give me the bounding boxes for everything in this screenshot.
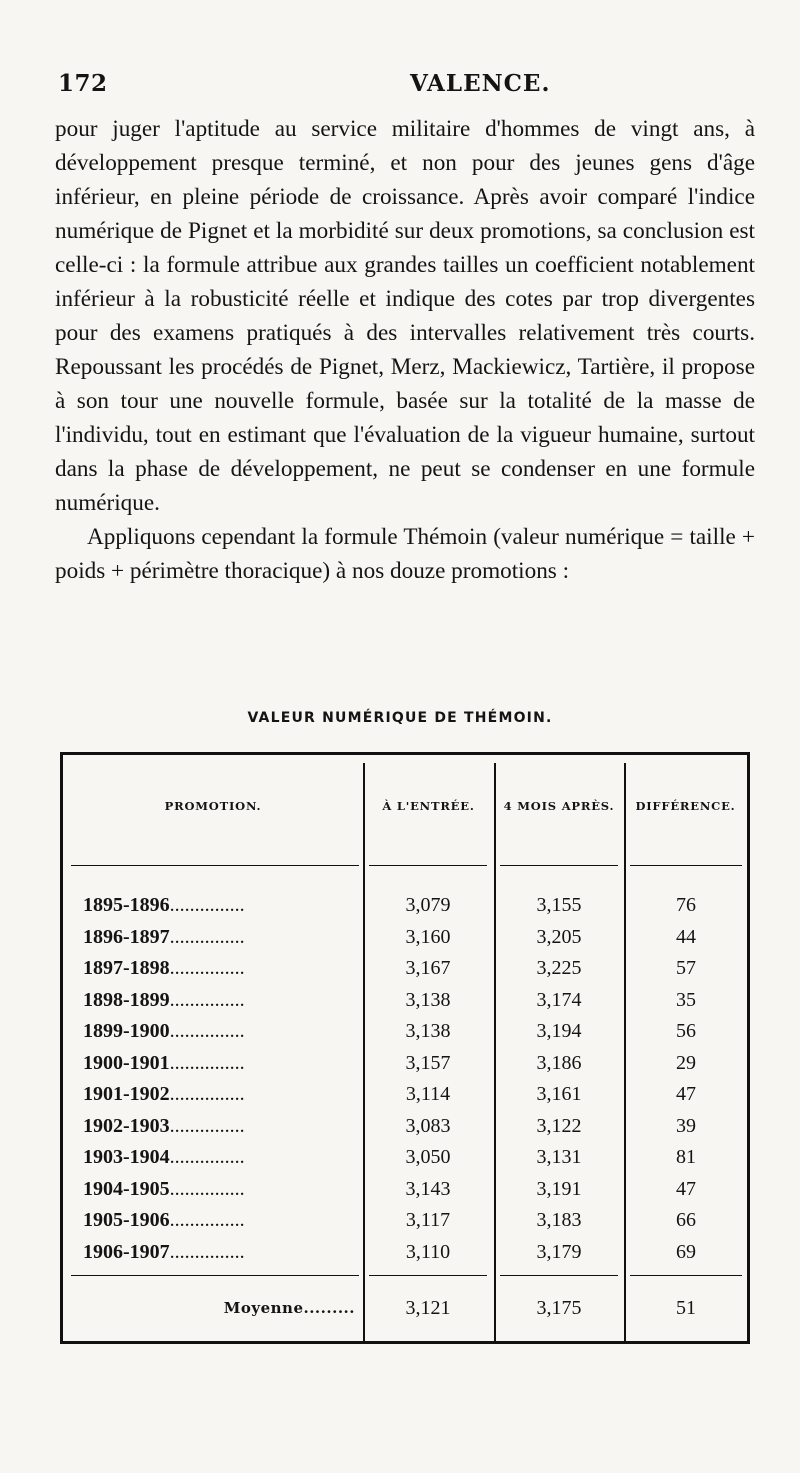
entree-cell: 3,160 bbox=[405, 925, 451, 948]
average-entree: 3,121 bbox=[405, 1297, 451, 1319]
entree-cell: 3,138 bbox=[405, 988, 451, 1011]
running-head: VALENCE. bbox=[410, 70, 551, 97]
promotion-cell bbox=[83, 922, 359, 954]
promotion-cell bbox=[83, 1111, 359, 1143]
average-row bbox=[63, 1293, 747, 1325]
difference-cell: 44 bbox=[676, 925, 696, 948]
header-entree: À L'ENTRÉE. bbox=[382, 799, 475, 813]
apres-cell: 3,174 bbox=[536, 988, 582, 1011]
table-row bbox=[63, 1205, 747, 1237]
table-row bbox=[63, 922, 747, 954]
apres-cell: 3,191 bbox=[536, 1177, 582, 1200]
average-rule bbox=[369, 1275, 487, 1276]
table-row bbox=[63, 1016, 747, 1048]
promotion-cell bbox=[83, 953, 359, 985]
apres-cell: 3,183 bbox=[536, 1209, 582, 1231]
leader-dots: ............... bbox=[169, 1051, 245, 1074]
average-rule bbox=[500, 1275, 618, 1276]
data-table bbox=[60, 752, 750, 1344]
paragraph: Appliquons cependant la formule Thémoin (valeur numérique = taille + poids + périmètre thoracique) à nos douze promotions : bbox=[55, 524, 755, 584]
leader-dots: ............... bbox=[169, 1020, 245, 1042]
promotion-cell bbox=[83, 890, 359, 922]
header-apres: 4 MOIS APRÈS. bbox=[503, 799, 615, 813]
table-row bbox=[63, 1111, 747, 1143]
table-title: VALEUR NUMÉRIQUE DE THÉMOIN. bbox=[247, 710, 553, 726]
entree-cell: 3,143 bbox=[405, 1177, 451, 1200]
difference-cell: 57 bbox=[676, 957, 696, 979]
average-rule bbox=[71, 1275, 359, 1276]
average-rule bbox=[630, 1275, 742, 1276]
promotion-years: 1897-1898 bbox=[83, 957, 170, 979]
apres-cell: 3,225 bbox=[536, 957, 582, 979]
entree-cell: 3,138 bbox=[405, 1020, 451, 1042]
promotion-years: 1906-1907 bbox=[83, 1240, 170, 1263]
paragraph: pour juger l'aptitude au service militaire d'hommes de vingt ans, à développement presque terminé, et non pour des jeunes gens d'âge inférieur, en pleine période de croissance. Après avoir comparé l'indice numérique de Pignet et la morbidité sur deux promotions, sa conclusion est celle-ci : la formule attribue aux grandes tailles un coefficient notablement inférieur à la robusticité réelle et indique des cotes par trop divergentes pour des examens pratiqués à des intervalles relativement très courts. Repoussant les procédés de Pignet, Merz, Mackiewicz, Tartière, il propose à son tour une nouvelle formule, basée sur la totalité de la masse de l'individu, tout en estimant que l'évaluation de la vigueur humaine, surtout dans la phase de développement, ne peut se condenser en une formule numérique. bbox=[55, 116, 755, 516]
header-rule bbox=[630, 865, 742, 866]
difference-cell: 56 bbox=[676, 1020, 696, 1042]
apres-cell: 3,186 bbox=[536, 1051, 582, 1074]
entree-cell: 3,083 bbox=[405, 1114, 451, 1137]
leader-dots: ............... bbox=[169, 988, 245, 1011]
leader-dots: ............... bbox=[169, 1083, 245, 1105]
table-row bbox=[63, 1142, 747, 1174]
leader-dots: ............... bbox=[169, 1114, 245, 1137]
apres-cell: 3,155 bbox=[536, 894, 582, 916]
entree-cell: 3,157 bbox=[405, 1051, 451, 1074]
difference-cell: 35 bbox=[676, 988, 696, 1011]
entree-cell: 3,079 bbox=[405, 894, 451, 916]
promotion-years: 1905-1906 bbox=[83, 1209, 170, 1231]
body-text bbox=[55, 112, 755, 588]
apres-cell: 3,122 bbox=[536, 1114, 582, 1137]
promotion-cell bbox=[83, 985, 359, 1017]
page-number: 172 bbox=[58, 70, 108, 97]
difference-cell: 47 bbox=[676, 1083, 696, 1105]
promotion-cell bbox=[83, 1048, 359, 1080]
entree-cell: 3,167 bbox=[405, 957, 451, 979]
header-rule bbox=[500, 865, 618, 866]
entree-cell: 3,117 bbox=[405, 1209, 451, 1231]
difference-cell: 47 bbox=[676, 1177, 696, 1200]
header-promotion: PROMOTION. bbox=[164, 799, 262, 813]
leader-dots: ............... bbox=[169, 957, 245, 979]
average-difference: 51 bbox=[676, 1297, 696, 1319]
promotion-years: 1896-1897 bbox=[83, 925, 170, 948]
difference-cell: 66 bbox=[676, 1209, 696, 1231]
promotion-years: 1895-1896 bbox=[83, 894, 170, 916]
leader-dots: ............... bbox=[169, 894, 245, 916]
difference-cell: 29 bbox=[676, 1051, 696, 1074]
leader-dots: ............... bbox=[169, 1177, 245, 1200]
promotion-years: 1901-1902 bbox=[83, 1083, 170, 1105]
difference-cell: 69 bbox=[676, 1240, 696, 1263]
promotion-years: 1898-1899 bbox=[83, 988, 170, 1011]
entree-cell: 3,110 bbox=[405, 1240, 451, 1263]
page-header bbox=[58, 70, 758, 104]
average-label: Moyenne......... bbox=[223, 1299, 355, 1317]
apres-cell: 3,205 bbox=[536, 925, 582, 948]
difference-cell: 39 bbox=[676, 1114, 696, 1137]
table-row bbox=[63, 1237, 747, 1269]
promotion-cell bbox=[83, 1016, 359, 1048]
leader-dots: ............... bbox=[169, 1146, 245, 1168]
entree-cell: 3,050 bbox=[405, 1146, 451, 1168]
header-difference: DIFFÉRENCE. bbox=[635, 799, 736, 813]
promotion-years: 1902-1903 bbox=[83, 1114, 170, 1137]
promotion-cell bbox=[83, 1237, 359, 1269]
promotion-cell bbox=[83, 1142, 359, 1174]
table-row bbox=[63, 985, 747, 1017]
leader-dots: ............... bbox=[169, 925, 245, 948]
difference-cell: 76 bbox=[676, 894, 696, 916]
entree-cell: 3,114 bbox=[405, 1083, 451, 1105]
promotion-cell bbox=[83, 1174, 359, 1206]
table-row bbox=[63, 1048, 747, 1080]
apres-cell: 3,179 bbox=[536, 1240, 582, 1263]
leader-dots: ............... bbox=[169, 1209, 245, 1231]
promotion-cell bbox=[83, 1079, 359, 1111]
promotion-years: 1904-1905 bbox=[83, 1177, 170, 1200]
apres-cell: 3,131 bbox=[536, 1146, 582, 1168]
leader-dots: ............... bbox=[169, 1240, 245, 1263]
apres-cell: 3,194 bbox=[536, 1020, 582, 1042]
promotion-years: 1900-1901 bbox=[83, 1051, 170, 1074]
header-rule bbox=[71, 865, 359, 866]
promotion-years: 1899-1900 bbox=[83, 1020, 170, 1042]
average-apres: 3,175 bbox=[536, 1297, 582, 1319]
promotion-years: 1903-1904 bbox=[83, 1146, 170, 1168]
table-row bbox=[63, 953, 747, 985]
table-row bbox=[63, 1174, 747, 1206]
table-row bbox=[63, 1079, 747, 1111]
header-rule bbox=[369, 865, 487, 866]
difference-cell: 81 bbox=[676, 1146, 696, 1168]
promotion-cell bbox=[83, 1205, 359, 1237]
apres-cell: 3,161 bbox=[536, 1083, 582, 1105]
table-row bbox=[63, 890, 747, 922]
